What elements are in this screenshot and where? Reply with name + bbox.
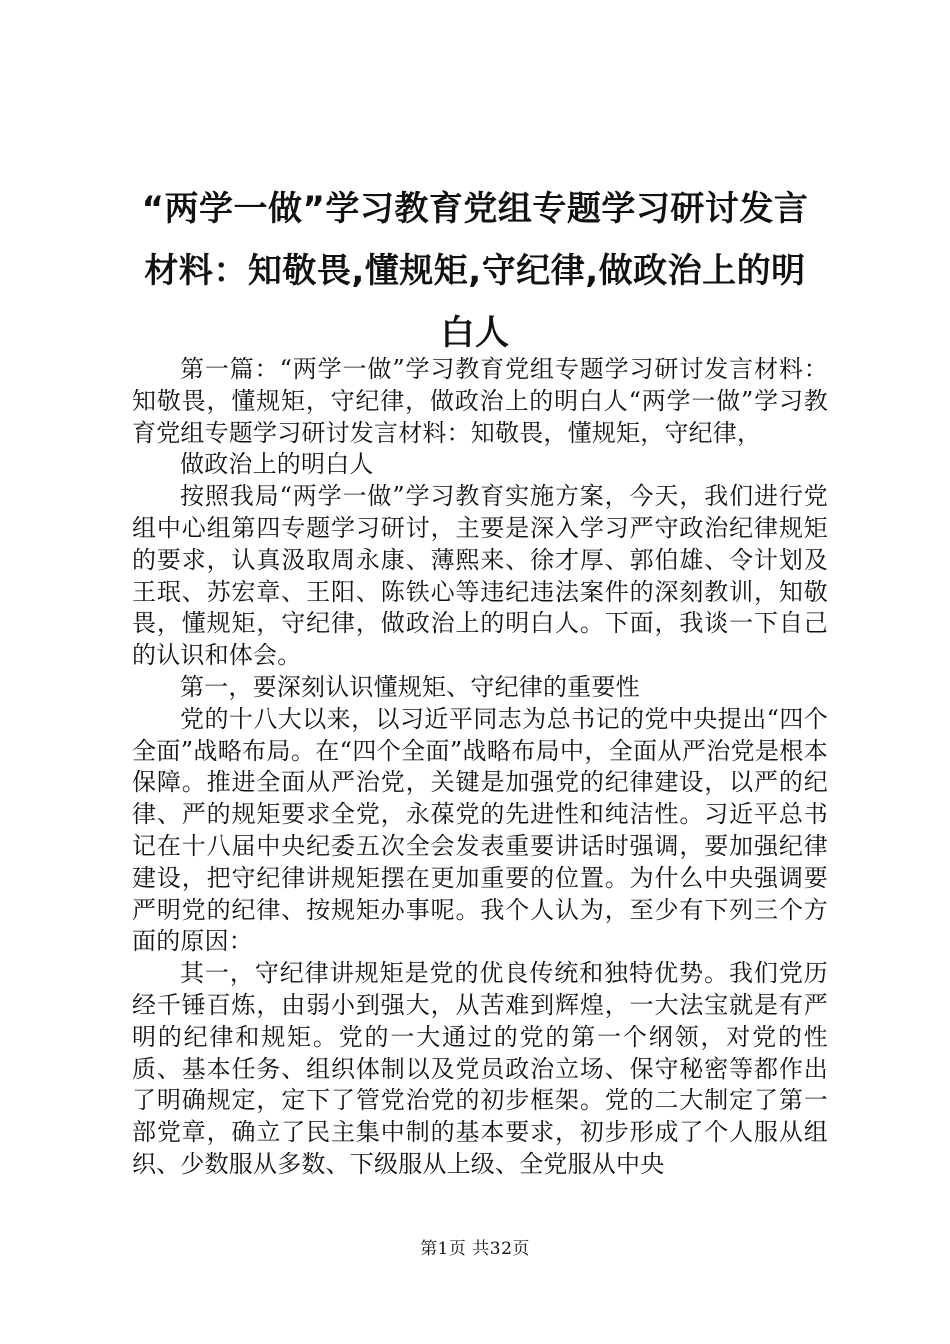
paragraph: 党的十八大以来，以习近平同志为总书记的党中央提出“四个全面”战略布局。在“四个全面”战略布局中，全面从严治党是根本保障。推进全面从严治党，关键是加强党的纪律建设，以严的纪律、严的规矩要求全党，永葆党的先进性和纯洁性。习近平总书记在十八届中央纪委五次全会发表重要讲话时强调，要加强纪律建设，把守纪律讲规矩摆在更加重要的位置。为什么中央强调要严明党的纪律、按规矩办事呢。我个人认为，至少有下列三个方面的原因： [132,704,828,956]
paragraph: 按照我局“两学一做”学习教育实施方案，今天，我们进行党组中心组第四专题学习研讨，主要是深入学习严守政治纪律规矩的要求，认真汲取周永康、薄熙来、徐才厚、郭伯雄、令计划及王珉、苏宏章、王阳、陈铁心等违纪违法案件的深刻教训，知敬畏，懂规矩，守纪律，做政治上的明白人。下面，我谈一下自己的认识和体会。 [132,482,828,670]
document-title: “两学一做”学习教育党组专题学习研讨发言材料：知敬畏,懂规矩,守纪律,做政治上的明白人 [141,189,809,353]
document-body [132,354,828,1181]
paragraph: 第一篇：“两学一做”学习教育党组专题学习研讨发言材料：知敬畏，懂规矩，守纪律，做政治上的明白人“两学一做”学习教育党组专题学习研讨发言材料：知敬畏，懂规矩，守纪律， [132,355,828,447]
paragraph: 其一，守纪律讲规矩是党的优良传统和独特优势。我们党历经千锤百炼，由弱小到强大，从苦难到辉煌，一大法宝就是有严明的纪律和规矩。党的一大通过的党的第一个纲领，对党的性质、基本任务、组织体制以及党员政治立场、保守秘密等都作出了明确规定，定下了管党治党的初步框架。党的二大制定了第一部党章，确立了民主集中制的基本要求，初步形成了个人服从组织、少数服从多数、下级服从上级、全党服从中央 [132,959,828,1178]
paragraph: 做政治上的明白人 [180,450,374,479]
section-heading: 第一，要深刻认识懂规矩、守纪律的重要性 [180,672,640,701]
page-number: 第1页 共32页 [420,1239,530,1259]
